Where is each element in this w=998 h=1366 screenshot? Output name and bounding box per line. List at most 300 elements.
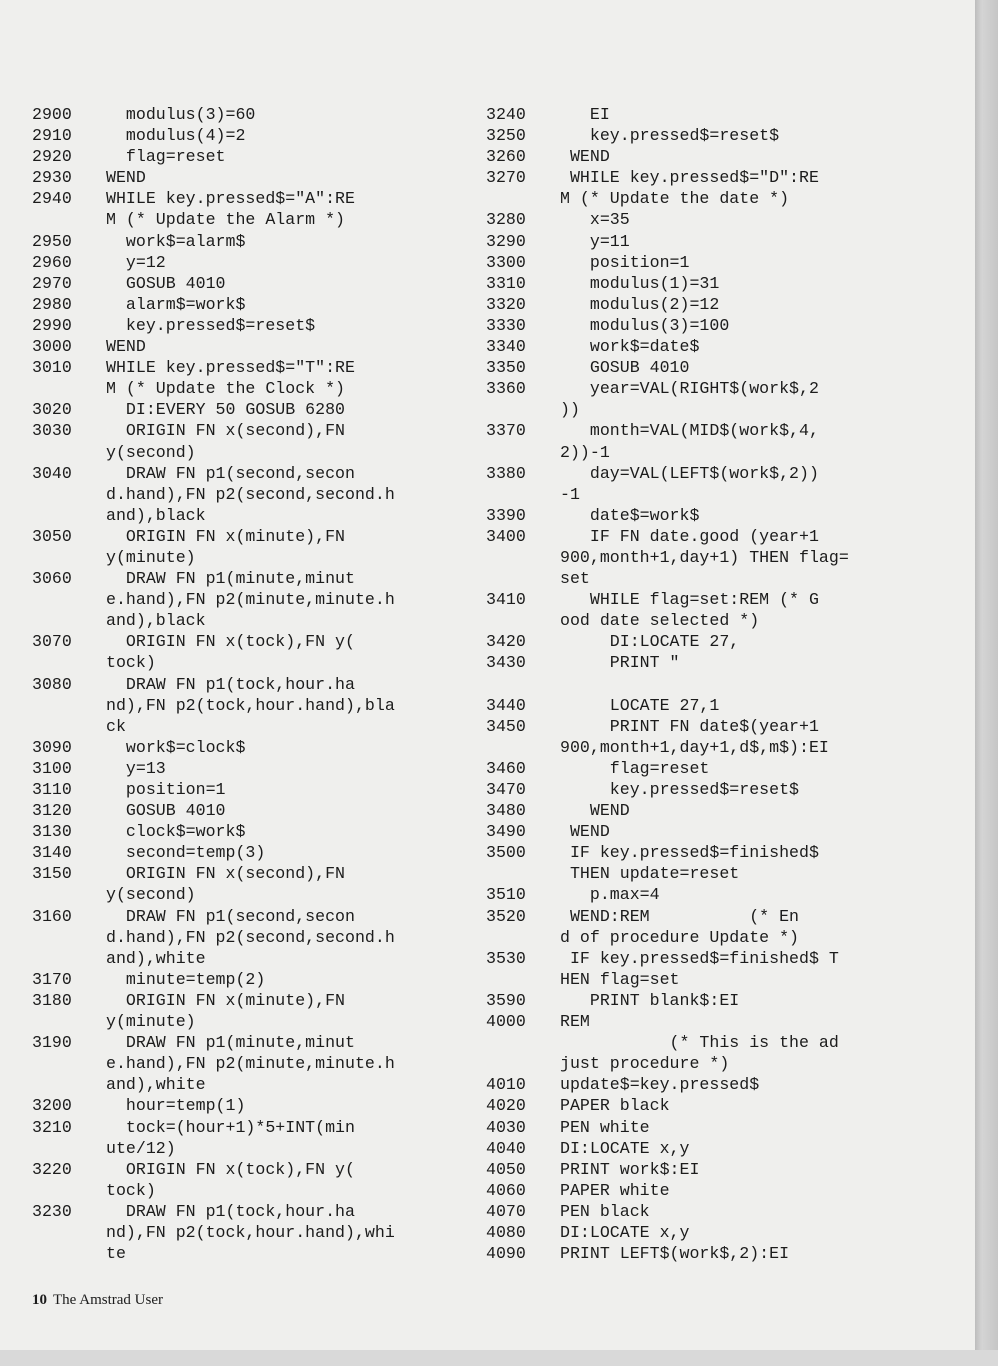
line-number: 2980 [32,294,72,314]
line-number: 3310 [486,273,526,293]
code-line [32,1180,472,1201]
code-line [32,484,472,505]
code-line [486,336,956,357]
code-line [486,167,956,188]
code-line [32,1201,472,1222]
code-text: te [106,1244,126,1264]
code-line [486,610,956,631]
line-number: 3460 [486,758,526,778]
code-text: tock) [106,1180,156,1200]
line-number: 3280 [486,210,526,230]
code-text: PRINT FN date$(year+1 [560,716,819,736]
code-line [486,420,956,441]
line-number: 3210 [32,1117,72,1137]
code-text: GOSUB 4010 [106,801,226,821]
code-text: DI:LOCATE x,y [560,1138,690,1158]
code-text: flag=reset [560,758,710,778]
code-line [486,821,956,842]
code-line [32,1117,472,1138]
code-line [486,758,956,779]
code-line [32,1159,472,1180]
code-text: set [560,569,590,589]
code-line [486,378,956,399]
line-number: 3440 [486,695,526,715]
code-line [32,779,472,800]
code-line [32,716,472,737]
line-number: 3510 [486,885,526,905]
code-line [486,589,956,610]
line-number: 3200 [32,1096,72,1116]
code-line [32,1095,472,1116]
code-text: WHILE key.pressed$="D":RE [560,168,819,188]
code-text: THEN update=reset [560,864,740,884]
line-number: 3120 [32,801,72,821]
code-text: ute/12) [106,1138,176,1158]
code-text: (* This is the ad [560,1033,839,1053]
code-line [32,442,472,463]
code-line [32,104,472,125]
code-line [486,357,956,378]
code-text: nd),FN p2(tock,hour.hand),whi [106,1222,395,1242]
code-line [32,399,472,420]
code-text: WHILE flag=set:REM (* G [560,590,819,610]
code-text: DI:LOCATE 27, [560,632,740,652]
code-line [486,188,956,209]
line-number: 3360 [486,379,526,399]
code-text: ORIGIN FN x(second),FN [106,864,345,884]
code-line [32,252,472,273]
line-number: 3140 [32,843,72,863]
code-text: ck [106,716,126,736]
line-number: 4000 [486,1012,526,1032]
code-line [32,842,472,863]
line-number: 3220 [32,1159,72,1179]
code-text: x=35 [560,210,630,230]
code-line [32,420,472,441]
code-line [486,399,956,420]
line-number: 3050 [32,526,72,546]
line-number: 3160 [32,906,72,926]
code-text: ORIGIN FN x(minute),FN [106,526,345,546]
code-line [32,526,472,547]
code-text: y(second) [106,442,196,462]
line-number: 4060 [486,1180,526,1200]
code-text: PEN black [560,1201,650,1221]
line-number: 3270 [486,168,526,188]
line-number: 2970 [32,273,72,293]
code-line [486,674,956,695]
code-line [486,948,956,969]
code-line [486,315,956,336]
code-line [32,758,472,779]
code-text: DI:LOCATE x,y [560,1222,690,1242]
line-number: 2920 [32,147,72,167]
code-text: work$=clock$ [106,737,246,757]
code-text: PAPER black [560,1096,670,1116]
code-text: hour=temp(1) [106,1096,246,1116]
code-text: ood date selected *) [560,611,760,631]
code-text: 900,month+1,day+1,d$,m$):EI [560,737,829,757]
code-line [32,1032,472,1053]
code-line [486,547,956,568]
code-line [486,1201,956,1222]
code-text: WEND [106,168,146,188]
code-text: WEND [560,147,610,167]
line-number: 2930 [32,168,72,188]
code-text: IF key.pressed$=finished$ T [560,948,839,968]
line-number: 3520 [486,906,526,926]
code-text: WEND [560,801,630,821]
code-line [32,1011,472,1032]
code-text: modulus(3)=60 [106,105,256,124]
code-line [486,1243,956,1264]
code-line [32,547,472,568]
code-line [486,1138,956,1159]
line-number: 3150 [32,864,72,884]
scan-bottom-edge [0,1350,998,1366]
code-text: PRINT " [560,653,680,673]
listing-column-right [486,104,956,1264]
code-text: y(minute) [106,547,196,567]
code-text: nd),FN p2(tock,hour.hand),bla [106,695,395,715]
code-line [486,800,956,821]
line-number: 3590 [486,990,526,1010]
code-line [32,188,472,209]
line-number: 3300 [486,252,526,272]
code-line [32,906,472,927]
code-text: DRAW FN p1(second,secon [106,463,355,483]
code-text: PEN white [560,1117,650,1137]
code-line [486,1011,956,1032]
code-text: alarm$=work$ [106,294,246,314]
code-line [486,294,956,315]
code-text: p.max=4 [560,885,660,905]
code-text: DRAW FN p1(second,secon [106,906,355,926]
line-number: 3290 [486,231,526,251]
line-number: 4080 [486,1222,526,1242]
code-line [32,336,472,357]
code-line [32,589,472,610]
code-line [32,674,472,695]
line-number: 3110 [32,780,72,799]
line-number: 3320 [486,294,526,314]
code-line [32,125,472,146]
code-text: minute=temp(2) [106,969,266,989]
code-text: modulus(3)=100 [560,315,730,335]
code-text: and),white [106,1075,206,1095]
code-line [486,1180,956,1201]
line-number: 3250 [486,126,526,146]
code-line [486,1117,956,1138]
code-line [486,990,956,1011]
code-text: ORIGIN FN x(second),FN [106,421,345,441]
code-text: year=VAL(RIGHT$(work$,2 [560,379,819,399]
publication-name: The Amstrad User [53,1292,163,1308]
code-line [486,716,956,737]
code-text: M (* Update the Alarm *) [106,210,345,230]
code-text: e.hand),FN p2(minute,minute.h [106,590,395,610]
line-number: 3000 [32,337,72,357]
line-number: 3500 [486,843,526,863]
line-number: 3390 [486,505,526,525]
code-text: y(second) [106,885,196,905]
code-line [486,1095,956,1116]
code-line [32,969,472,990]
code-line [32,463,472,484]
code-line [32,1243,472,1264]
code-line [32,209,472,230]
line-number: 3020 [32,400,72,420]
code-line [486,231,956,252]
code-text: WHILE key.pressed$="A":RE [106,189,355,209]
code-line [32,948,472,969]
code-text: y=11 [560,231,630,251]
code-text: )) [560,400,580,420]
line-number: 3230 [32,1201,72,1221]
line-number: 3420 [486,632,526,652]
code-line [486,927,956,948]
line-number: 3240 [486,105,526,124]
page-number: 10 [32,1292,47,1308]
line-number: 3480 [486,801,526,821]
code-text: day=VAL(LEFT$(work$,2)) [560,463,819,483]
code-text: EI [560,105,610,124]
code-text: and),white [106,948,206,968]
line-number: 2950 [32,231,72,251]
code-text: HEN flag=set [560,969,680,989]
line-number: 4030 [486,1117,526,1137]
code-text: ORIGIN FN x(tock),FN y( [106,632,355,652]
line-number: 4040 [486,1138,526,1158]
code-text: WEND:REM (* En [560,906,799,926]
code-line [486,568,956,589]
line-number: 2960 [32,252,72,272]
code-line [32,990,472,1011]
line-number: 3170 [32,969,72,989]
code-text: ORIGIN FN x(minute),FN [106,990,345,1010]
code-line [486,146,956,167]
code-text: PRINT work$:EI [560,1159,700,1179]
code-line [32,884,472,905]
code-text: IF key.pressed$=finished$ [560,843,819,863]
code-line [486,884,956,905]
line-number: 3070 [32,632,72,652]
code-line [32,167,472,188]
line-number: 3130 [32,822,72,842]
code-line [32,1138,472,1159]
line-number: 4090 [486,1244,526,1264]
line-number: 3100 [32,758,72,778]
line-number: 3470 [486,780,526,799]
code-text: tock) [106,653,156,673]
code-line [32,357,472,378]
code-text: WEND [560,822,610,842]
code-line [32,568,472,589]
code-text: clock$=work$ [106,822,246,842]
code-line [486,652,956,673]
code-text: WHILE key.pressed$="T":RE [106,358,355,378]
line-number: 3340 [486,337,526,357]
page-footer [32,1292,163,1309]
code-text: PAPER white [560,1180,670,1200]
line-number: 3090 [32,737,72,757]
code-line [32,631,472,652]
code-line [32,652,472,673]
code-text: modulus(1)=31 [560,273,720,293]
code-text: M (* Update the Clock *) [106,379,345,399]
code-text: month=VAL(MID$(work$,4, [560,421,819,441]
code-line [32,737,472,758]
code-text: DRAW FN p1(minute,minut [106,569,355,589]
code-text: just procedure *) [560,1054,730,1074]
code-text: e.hand),FN p2(minute,minute.h [106,1054,395,1074]
code-text: y=13 [106,758,166,778]
code-text: PRINT LEFT$(work$,2):EI [560,1244,790,1264]
code-text: LOCATE 27,1 [560,695,720,715]
code-text: second=temp(3) [106,843,266,863]
code-text: position=1 [560,252,690,272]
code-text: 900,month+1,day+1) THEN flag= [560,547,849,567]
code-text: key.pressed$=reset$ [560,126,780,146]
code-line [32,821,472,842]
code-text: position=1 [106,780,226,799]
line-number: 3450 [486,716,526,736]
code-text: y=12 [106,252,166,272]
code-line [486,906,956,927]
line-number: 4050 [486,1159,526,1179]
line-number: 2900 [32,105,72,124]
line-number: 4010 [486,1075,526,1095]
code-line [486,695,956,716]
code-text: work$=alarm$ [106,231,246,251]
line-number: 2910 [32,126,72,146]
code-text: d.hand),FN p2(second,second.h [106,484,395,504]
code-text: DRAW FN p1(tock,hour.ha [106,1201,355,1221]
line-number: 2990 [32,315,72,335]
code-line [486,1032,956,1053]
code-text: modulus(2)=12 [560,294,720,314]
code-line [486,842,956,863]
code-line [486,526,956,547]
code-text: d of procedure Update *) [560,927,799,947]
code-line [32,315,472,336]
code-line [32,273,472,294]
code-line [486,463,956,484]
code-text: and),black [106,505,206,525]
code-line [32,231,472,252]
code-text: update$=key.pressed$ [560,1075,760,1095]
code-line [32,863,472,884]
code-line [32,1222,472,1243]
line-number: 3350 [486,358,526,378]
code-text: work$=date$ [560,337,700,357]
code-line [486,1074,956,1095]
code-line [486,442,956,463]
code-text: flag=reset [106,147,226,167]
code-text: date$=work$ [560,505,700,525]
line-number: 3190 [32,1033,72,1053]
line-number: 3380 [486,463,526,483]
code-line [486,484,956,505]
code-line [32,378,472,399]
code-text: REM [560,1012,590,1032]
code-text: DRAW FN p1(minute,minut [106,1033,355,1053]
code-text: 2))-1 [560,442,610,462]
code-text: M (* Update the date *) [560,189,790,209]
code-line [32,505,472,526]
code-line [486,1159,956,1180]
code-text: and),black [106,611,206,631]
line-number: 3040 [32,463,72,483]
code-line [486,631,956,652]
code-line [486,779,956,800]
code-text: modulus(4)=2 [106,126,246,146]
code-text: tock=(hour+1)*5+INT(min [106,1117,355,1137]
code-line [486,209,956,230]
code-text: GOSUB 4010 [106,273,226,293]
code-text: DRAW FN p1(tock,hour.ha [106,674,355,694]
code-line [486,505,956,526]
code-line [486,1053,956,1074]
code-line [32,1053,472,1074]
code-text: IF FN date.good (year+1 [560,526,819,546]
line-number: 3490 [486,822,526,842]
line-number: 3330 [486,315,526,335]
code-line [486,125,956,146]
line-number: 2940 [32,189,72,209]
code-text: PRINT blank$:EI [560,990,740,1010]
line-number: 4070 [486,1201,526,1221]
code-text: key.pressed$=reset$ [106,315,316,335]
line-number: 3400 [486,526,526,546]
line-number: 4020 [486,1096,526,1116]
code-line [32,294,472,315]
line-number: 3260 [486,147,526,167]
code-line [32,146,472,167]
code-text: WEND [106,337,146,357]
code-text: GOSUB 4010 [560,358,690,378]
line-number: 3180 [32,990,72,1010]
code-line [32,800,472,821]
code-line [486,737,956,758]
listing-column-left [32,104,472,1264]
line-number: 3370 [486,421,526,441]
line-number: 3530 [486,948,526,968]
code-text: DI:EVERY 50 GOSUB 6280 [106,400,345,420]
code-line [486,104,956,125]
code-line [486,252,956,273]
code-line [32,610,472,631]
code-line [486,969,956,990]
page-edge [975,0,998,1366]
code-line [32,695,472,716]
code-line [486,273,956,294]
code-text: ORIGIN FN x(tock),FN y( [106,1159,355,1179]
code-line [32,927,472,948]
line-number: 3060 [32,569,72,589]
code-text: key.pressed$=reset$ [560,780,799,799]
line-number: 3410 [486,590,526,610]
line-number: 3030 [32,421,72,441]
code-line [486,863,956,884]
code-line [486,1222,956,1243]
line-number: 3080 [32,674,72,694]
code-text: d.hand),FN p2(second,second.h [106,927,395,947]
code-line [32,1074,472,1095]
line-number: 3010 [32,358,72,378]
code-text: -1 [560,484,580,504]
line-number: 3430 [486,653,526,673]
